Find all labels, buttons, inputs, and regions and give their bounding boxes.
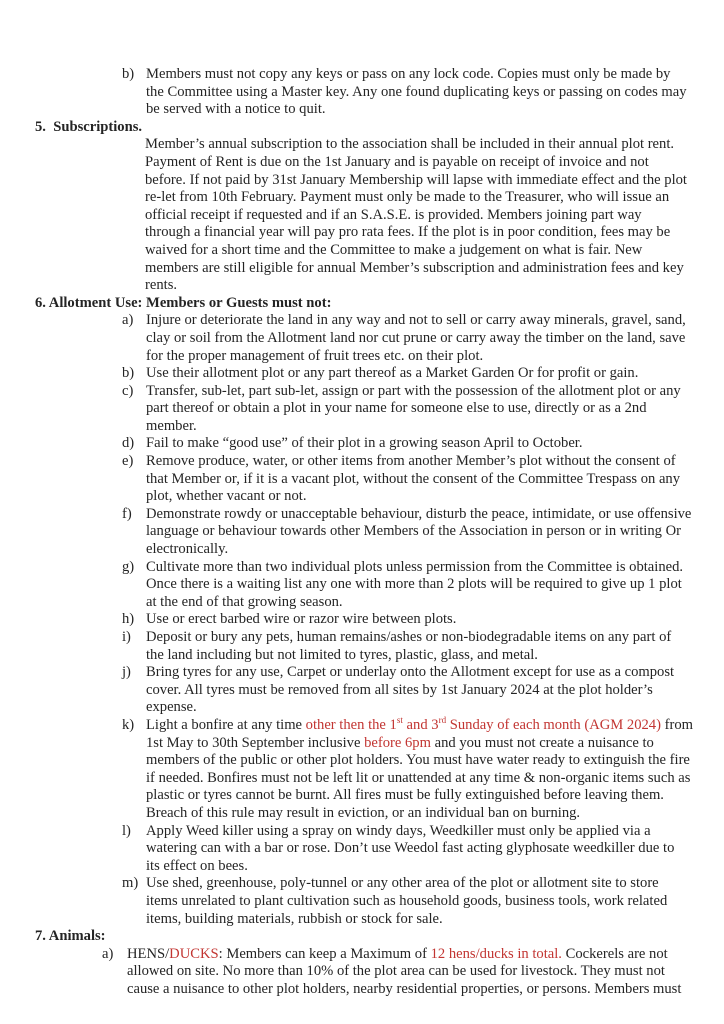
text-run: official receipt if requested and if an S.A.S.E. is provided. Members joining part way — [145, 206, 642, 223]
text-run: Payment of Rent is due on the 1st January and is payable on receipt of invoice and not — [145, 153, 649, 170]
text-run: : Members can keep a Maximum of — [218, 945, 431, 962]
red-text-run: DUCKS — [169, 945, 219, 962]
text-run: re-let from 10th February. Payment must only be made to the Treasurer, who will issue an — [145, 189, 670, 206]
list-item-letter: a) — [122, 312, 134, 329]
text-line — [146, 664, 706, 682]
text-run: Apply Weed killer using a spray on windy days, Weedkiller must only be applied via a — [146, 822, 651, 839]
text-line — [146, 101, 706, 119]
text-run: cause a nuisance to other plot holders, nearby residential properties, or persons. Members must — [127, 980, 682, 997]
list-item-text — [146, 506, 706, 559]
red-text-run: Sunday of each month (AGM 2024) — [446, 716, 661, 733]
section-heading: 7. Animals: — [35, 928, 106, 945]
list-item — [35, 559, 706, 612]
text-run: Cultivate more than two individual plots unless permission from the Committee is obtained. — [146, 558, 684, 575]
red-text-run: and 3 — [402, 716, 439, 733]
text-line — [145, 207, 706, 225]
list-item-text — [146, 717, 706, 823]
text-run: allowed on site. No more than 10% of the plot area can be used for livestock. They must not — [127, 963, 665, 980]
list-item — [35, 435, 706, 453]
text-line — [146, 541, 706, 559]
text-run: that Member or, if it is a vacant plot, without the consent of the Committee Trespass on any — [146, 470, 681, 487]
list-item-letter: d) — [122, 435, 135, 452]
text-run: for the proper management of fruit trees etc. on their plot. — [146, 347, 484, 364]
list-item-letter: c) — [122, 382, 134, 399]
text-run: Members must not copy any keys or pass on any lock code. Copies must only be made by — [146, 66, 671, 82]
list-item-letter: g) — [122, 558, 135, 575]
text-line — [146, 365, 706, 383]
red-text-run: before 6pm — [364, 734, 431, 751]
text-run: Deposit or bury any pets, human remains/ashes or non-biodegradable items on any part of — [146, 629, 672, 645]
list-item-text — [146, 664, 706, 717]
text-run: language or behaviour towards other Members of the Association in person or in writing Or — [146, 523, 681, 540]
text-line — [146, 506, 706, 524]
text-line — [146, 383, 706, 401]
text-run: through a financial year will pay pro rata fees. If the plot is in poor condition, fees may be — [145, 224, 671, 241]
text-line — [146, 435, 706, 453]
list-item — [35, 312, 706, 365]
list-item-letter: k) — [122, 716, 135, 733]
text-line — [145, 260, 706, 278]
list-item-text — [146, 611, 706, 629]
text-run: Bring tyres for any use, Carpet or underlay onto the Allotment except for use as a compost — [146, 664, 675, 681]
text-line — [146, 576, 706, 594]
text-line — [146, 453, 706, 471]
text-line — [146, 611, 706, 629]
text-run: expense. — [146, 699, 197, 716]
text-line — [145, 172, 706, 190]
list-item-letter: f) — [122, 505, 132, 522]
list-item — [35, 875, 706, 928]
red-text-run: other then the 1 — [305, 716, 397, 733]
text-run: plastic or tyres cannot be burnt. All fires must be fully extinguished before leaving them. — [146, 787, 664, 804]
text-run: members of the public or other plot holders. You must have water ready to extinguish the fire — [146, 752, 690, 769]
text-line — [146, 752, 706, 770]
text-run: plot, whether vacant or not. — [146, 488, 307, 505]
text-line — [127, 981, 706, 999]
text-line — [146, 400, 706, 418]
text-run: Use their allotment plot or any part thereof as a Market Garden Or for profit or gain. — [146, 365, 639, 382]
list-item-text — [146, 365, 706, 383]
list-item-text — [146, 875, 706, 928]
text-line — [146, 682, 706, 700]
text-line — [146, 418, 706, 436]
text-line — [146, 787, 706, 805]
text-run: Fail to make “good use” of their plot in a growing season April to October. — [146, 435, 583, 452]
text-line — [146, 330, 706, 348]
text-line — [146, 858, 706, 876]
text-run: if needed. Bonfires must not be left lit or unattended at any time & non-organic items such as — [146, 769, 691, 786]
text-run: items unrelated to plant cultivation such as household goods, business tools, work related — [146, 892, 668, 909]
text-line — [146, 875, 706, 893]
list-item-letter: a) — [102, 945, 114, 962]
text-line — [127, 946, 706, 964]
text-run: from — [660, 716, 693, 733]
list-item-text — [146, 823, 706, 876]
text-line — [146, 911, 706, 929]
text-run: at the end of that growing season. — [146, 593, 343, 610]
red-text-run: st — [396, 715, 403, 726]
text-run: the land including but not limited to tyres, plastic, glass, and metal. — [146, 646, 538, 663]
text-run: Use shed, greenhouse, poly-tunnel or any other area of the plot or allotment site to store — [146, 875, 659, 892]
section-heading: 5. Subscriptions. — [35, 118, 143, 135]
section-heading: 6. Allotment Use: Members or Guests must not: — [35, 294, 332, 311]
text-run: Cockerels are not — [561, 945, 668, 962]
text-line — [146, 717, 706, 735]
text-run: Breach of this rule may result in eviction, or an individual ban on burning. — [146, 804, 581, 821]
list-item-text — [146, 66, 706, 119]
list-item-letter: b) — [122, 365, 135, 382]
list-item — [35, 664, 706, 717]
text-line — [146, 629, 706, 647]
list-item-letter: b) — [122, 66, 135, 82]
text-run: members are still eligible for annual Member’s subscription and administration fees and key — [145, 259, 684, 276]
list-item — [35, 611, 706, 629]
text-line — [146, 488, 706, 506]
text-line — [146, 312, 706, 330]
text-line — [146, 594, 706, 612]
text-line — [145, 189, 706, 207]
text-run: member. — [146, 417, 197, 434]
text-line — [146, 735, 706, 753]
text-run: and you must not create a nuisance to — [430, 734, 654, 751]
list-item-text — [127, 946, 706, 999]
text-line — [146, 559, 706, 577]
list-item-text — [146, 383, 706, 436]
paragraph — [145, 136, 706, 294]
text-line — [146, 805, 706, 823]
text-line — [127, 963, 706, 981]
text-line — [146, 66, 706, 84]
text-line — [146, 348, 706, 366]
text-run: Light a bonfire at any time — [146, 716, 306, 733]
list-item — [35, 823, 706, 876]
list-item-text — [146, 559, 706, 612]
list-item — [35, 506, 706, 559]
text-run: rents. — [145, 277, 178, 294]
text-run: cover. All tyres must be removed from all sites by 1st January 2024 at the plot holder’s — [146, 681, 653, 698]
text-line — [146, 893, 706, 911]
text-run: before. If not paid by 31st January Membership will lapse with immediate effect and the plot — [145, 171, 687, 188]
text-run: Transfer, sub-let, part sub-let, assign or part with the possession of the allotment plot or any — [146, 382, 681, 399]
red-text-run: 12 hens/ducks in total. — [430, 945, 562, 962]
list-item — [35, 365, 706, 383]
text-run: Once there is a waiting list any one with more than 2 plots will be required to give up 1 plot — [146, 576, 682, 593]
text-line — [146, 523, 706, 541]
text-run: Injure or deteriorate the land in any way and not to sell or carry away minerals, gravel, sand, — [146, 312, 686, 329]
text-line — [146, 84, 706, 102]
text-line — [146, 699, 706, 717]
list-item — [35, 66, 706, 119]
list-item-text — [146, 312, 706, 365]
list-item — [35, 629, 706, 664]
list-item-letter: h) — [122, 611, 135, 628]
list-item-text — [146, 629, 706, 664]
text-run: Use or erect barbed wire or razor wire between plots. — [146, 611, 457, 628]
text-run: be served with a notice to quit. — [146, 101, 326, 118]
text-line — [145, 154, 706, 172]
text-line — [146, 823, 706, 841]
list-item — [35, 453, 706, 506]
text-run: part thereof or obtain a plot in your name for someone else to use, directly or as a 2nd — [146, 400, 647, 417]
text-run: 1st May to 30th September inclusive — [146, 734, 365, 751]
list-item-text — [146, 453, 706, 506]
text-run: Remove produce, water, or other items from another Member’s plot without the consent of — [146, 453, 676, 470]
text-line — [146, 647, 706, 665]
text-line — [145, 136, 706, 154]
list-item-letter: j) — [122, 664, 131, 681]
text-run: the Committee using a Master key. Any one found duplicating keys or passing on codes may — [146, 83, 687, 100]
text-run: items, building materials, rubbish or stock for sale. — [146, 910, 443, 927]
list-item-letter: l) — [122, 822, 131, 839]
list-item-text — [146, 435, 706, 453]
document-content — [35, 66, 706, 998]
text-line — [145, 224, 706, 242]
text-line — [146, 770, 706, 788]
text-line — [146, 471, 706, 489]
text-run: watering can with a bar or rose. Don’t use Weedol fast acting glyphosate weedkiller due to — [146, 840, 675, 857]
text-run: electronically. — [146, 541, 229, 558]
list-item-letter: i) — [122, 629, 131, 645]
list-item — [35, 383, 706, 436]
text-line — [145, 277, 706, 295]
text-run: HENS/ — [127, 945, 170, 962]
red-text-run: rd — [438, 715, 447, 726]
text-run: Member’s annual subscription to the association shall be included in their annual plot rent. — [145, 136, 675, 153]
list-item — [35, 946, 706, 999]
list-item — [35, 717, 706, 823]
text-run: Demonstrate rowdy or unacceptable behaviour, disturb the peace, intimidate, or use offensive — [146, 505, 692, 522]
list-item-letter: m) — [122, 875, 139, 892]
text-run: its effect on bees. — [146, 857, 248, 874]
text-run: waived for a short time and the Committee to make a judgement on what is fair. New — [145, 241, 643, 258]
text-line — [146, 840, 706, 858]
text-line — [145, 242, 706, 260]
text-run: clay or soil from the Allotment land nor cut prune or carry away the timber on the land, save — [146, 329, 686, 346]
list-item-letter: e) — [122, 453, 134, 470]
